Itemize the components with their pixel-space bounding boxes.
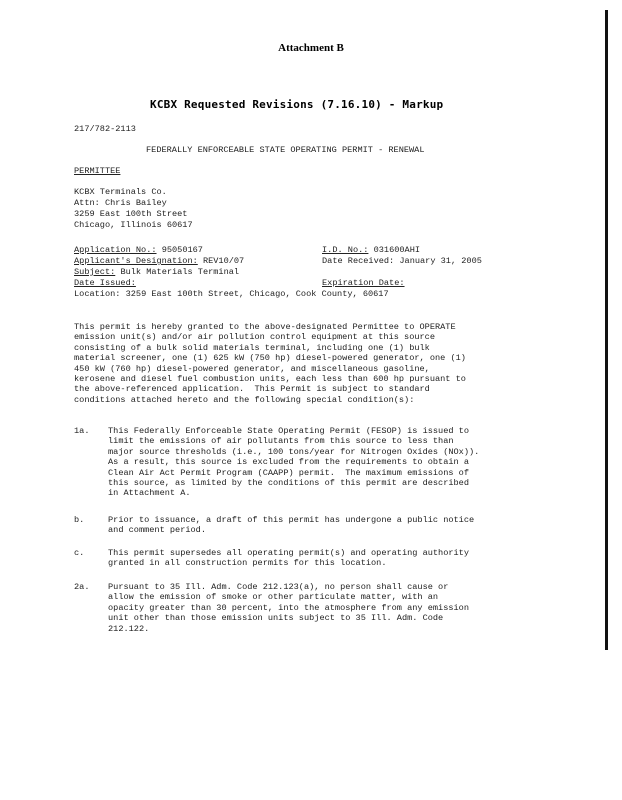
condition-text: This permit supersedes all operating permit(s) and operating authority granted in all construction permits for this location.: [108, 548, 469, 569]
designation-label: Applicant's Designation:: [74, 256, 198, 266]
application-number-value: 95050167: [161, 245, 203, 255]
date-received-row: [322, 256, 482, 266]
condition-number: 1a.: [74, 426, 90, 436]
condition-number: c.: [74, 548, 85, 558]
id-number-row: [322, 245, 420, 255]
permittee-attn: Attn: Chris Bailey: [74, 198, 167, 208]
id-number-label: I.D. No.:: [322, 245, 369, 255]
phone-number: 217/782-2113: [74, 124, 136, 134]
date-issued-row: [74, 278, 136, 288]
expiration-date-row: [322, 278, 405, 288]
application-number-label: Application No.:: [74, 245, 157, 255]
location-label: Location:: [74, 289, 121, 299]
intro-paragraph: This permit is hereby granted to the above-designated Permittee to OPERATE emission unit(s) and/or air pollution control equipment at this source consisting of a bulk solid materials terminal, including one (1) bulk material screener, one (1) 625 kW (750 hp) diesel-powered generator, one (1) 450 kW (760 hp) diesel-powered generator, and miscellaneous gasoline, kerosene and diesel fuel combustion units, each less than 600 hp pursuant to the above-referenced application. This Permit is subject to standard conditions attached hereto and the following special condition(s):: [74, 322, 466, 405]
condition-number: 2a.: [74, 582, 90, 592]
location-value: 3259 East 100th Street, Chicago, Cook County, 60617: [125, 289, 389, 299]
attachment-label: Attachment B: [278, 42, 344, 54]
location-row: [74, 289, 389, 299]
designation-value: REV10/07: [202, 256, 245, 266]
date-received-value: January 31, 2005: [399, 256, 482, 266]
id-number-value: 031600AHI: [373, 245, 421, 255]
permittee-company: KCBX Terminals Co.: [74, 187, 167, 197]
document-title: KCBX Requested Revisions (7.16.10) - Markup: [150, 98, 444, 111]
subject-label: Subject:: [74, 267, 116, 277]
condition-text: Prior to issuance, a draft of this permit has undergone a public notice and comment period.: [108, 515, 475, 536]
expiration-date-label: Expiration Date:: [322, 278, 405, 288]
date-received-label: Date Received:: [322, 256, 395, 266]
permittee-city: Chicago, Illinois 60617: [74, 220, 193, 230]
permit-type-heading: FEDERALLY ENFORCEABLE STATE OPERATING PERMIT - RENEWAL: [146, 145, 425, 155]
condition-text: Pursuant to 35 Ill. Adm. Code 212.123(a), no person shall cause or allow the emission of smoke or other particulate matter, with an opacity greater than 30 percent, into the atmosphere from any emission unit other than those emission units subject to 35 Ill. Adm. Code 212.122.: [108, 582, 469, 634]
condition-text: This Federally Enforceable State Operating Permit (FESOP) is issued to limit the emissions of air pollutants from this source to less than major source thresholds (i.e., 100 tons/year for Nitrogen Oxides (NOx)). As a result, this source is excluded from the requirements to obtain a Clean Air Act Permit Program (CAAPP) permit. The maximum emissions of this source, as limited by the conditions of this permit are described in Attachment A.: [108, 426, 480, 499]
condition-number: b.: [74, 515, 85, 525]
designation-row: [74, 256, 244, 266]
subject-row: [74, 267, 239, 277]
revision-margin-bar: [605, 10, 608, 650]
date-issued-label: Date Issued:: [74, 278, 136, 288]
permittee-street: 3259 East 100th Street: [74, 209, 188, 219]
subject-value: Bulk Materials Terminal: [120, 267, 240, 277]
application-number-row: [74, 245, 203, 255]
permittee-heading: PERMITTEE: [74, 166, 121, 176]
